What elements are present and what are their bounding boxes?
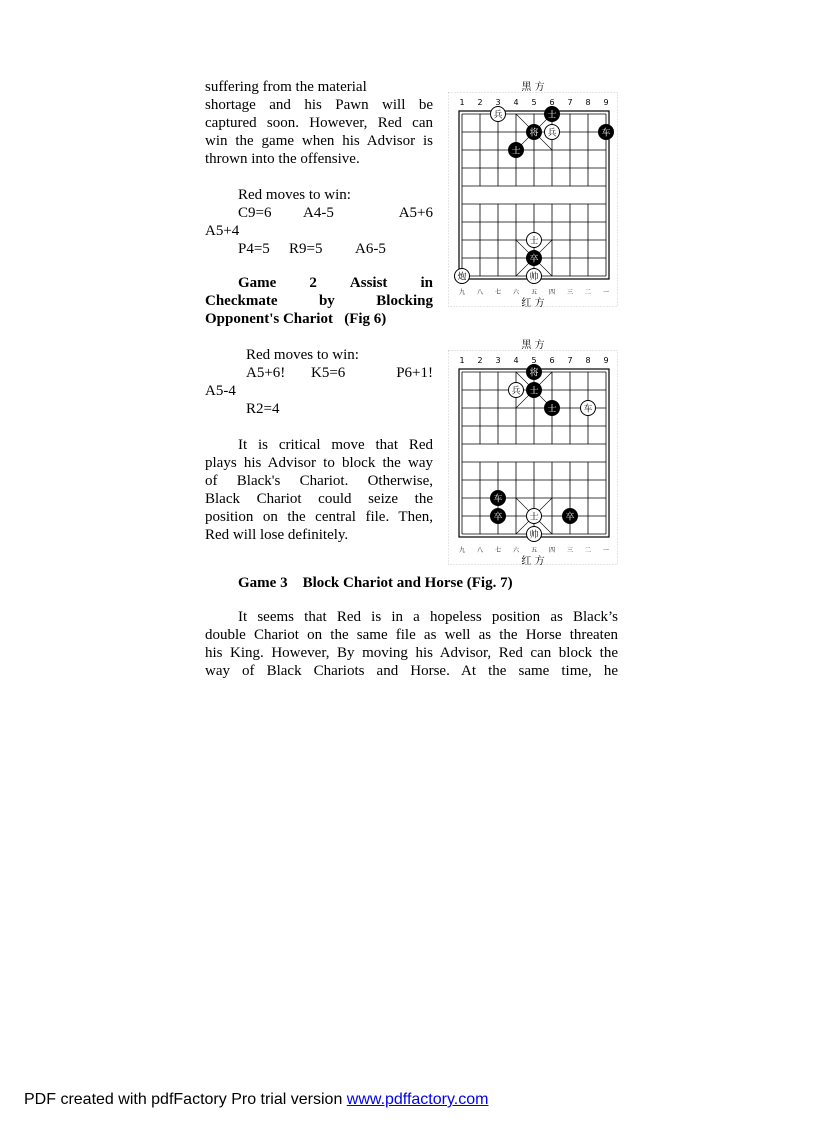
piece-label: 士	[529, 386, 539, 397]
file-number-label: 三	[566, 547, 574, 554]
move: A4-5	[303, 205, 334, 221]
bottom-side-label: 红 方	[521, 298, 545, 308]
game3-section	[205, 574, 618, 680]
left-column	[205, 78, 433, 544]
file-number-label: 8	[585, 98, 591, 107]
piece-label: 卒	[493, 512, 503, 523]
move: A5+4	[205, 223, 240, 239]
file-number-label: 四	[548, 289, 556, 296]
game2-heading: Game 2 Assist in Checkmate by Blocking Opponent's Chariot (Fig 6)	[205, 275, 433, 327]
piece-label: 士	[547, 404, 557, 415]
xiangqi-board-1	[448, 80, 618, 308]
file-number-label: 7	[567, 98, 573, 107]
file-number-label: 三	[566, 289, 574, 296]
moves-block-2	[205, 346, 433, 418]
file-number-label: 4	[513, 98, 519, 107]
file-number-label: 七	[494, 289, 502, 296]
paragraph-material-shortage: suffering from the material shortage and his Pawn will be captured soon. However, Red can win the game when his Advisor is thrown into the offensive.	[205, 79, 433, 167]
file-number-label: 六	[512, 289, 520, 296]
file-number-label: 九	[458, 547, 466, 554]
file-number-label: 八	[476, 547, 484, 554]
file-number-label: 一	[602, 289, 610, 296]
file-number-label: 六	[512, 547, 520, 554]
pdffactory-link[interactable]: www.pdffactory.com	[346, 1091, 489, 1108]
file-number-label: 2	[477, 98, 483, 107]
file-number-label: 五	[530, 547, 538, 554]
piece-label: 士	[529, 512, 539, 523]
piece-label: 车	[601, 128, 611, 139]
piece-label: 卒	[565, 512, 575, 523]
top-side-label: 黑 方	[521, 82, 545, 93]
paragraph-critical-move: It is critical move that Red plays his Advisor to block the way of Black's Chariot. Otherwise, Black Chariot could seize the position on the central file. Then, Red will lose definitely.	[205, 437, 433, 543]
moves-block-1	[205, 186, 433, 258]
move: A5-4	[205, 383, 236, 399]
piece-label: 士	[547, 110, 557, 121]
game3-heading: Game 3 Block Chariot and Horse (Fig. 7)	[238, 575, 513, 591]
file-number-label: 2	[477, 356, 483, 365]
moves-intro: Red moves to win:	[246, 347, 359, 363]
piece-label: 卒	[529, 254, 539, 265]
piece-label: 士	[529, 236, 539, 247]
xiangqi-board-2	[448, 338, 618, 566]
piece-label: 兵	[511, 386, 521, 397]
move: P4=5	[238, 241, 270, 257]
move: P6+1!	[396, 365, 433, 381]
piece-label: 车	[583, 404, 593, 415]
bottom-side-label: 红 方	[521, 556, 545, 566]
file-number-label: 8	[585, 356, 591, 365]
piece-label: 车	[493, 494, 503, 505]
file-number-label: 五	[530, 289, 538, 296]
file-number-label: 3	[495, 98, 501, 107]
move: A6-5	[355, 241, 386, 257]
file-number-label: 6	[549, 356, 555, 365]
file-number-label: 9	[603, 98, 609, 107]
move: R9=5	[289, 241, 323, 257]
piece-label: 兵	[547, 128, 557, 139]
piece-label: 将	[529, 128, 539, 139]
file-number-label: 八	[476, 289, 484, 296]
file-number-label: 5	[531, 356, 537, 365]
file-number-label: 七	[494, 547, 502, 554]
move: A5+6	[398, 205, 433, 221]
file-number-label: 九	[458, 289, 466, 296]
piece-label: 士	[511, 146, 521, 157]
piece-label: 帅	[529, 530, 539, 541]
moves-intro: Red moves to win:	[238, 187, 351, 203]
move: C9=6	[238, 205, 272, 221]
file-number-label: 二	[584, 547, 592, 554]
piece-label: 帅	[529, 272, 539, 283]
file-number-label: 1	[459, 356, 465, 365]
piece-label: 兵	[493, 110, 503, 121]
file-number-label: 5	[531, 98, 537, 107]
top-side-label: 黑 方	[521, 340, 545, 351]
file-number-label: 1	[459, 98, 465, 107]
file-number-label: 7	[567, 356, 573, 365]
move: K5=6	[311, 365, 346, 381]
piece-label: 将	[529, 368, 539, 379]
file-number-label: 4	[513, 356, 519, 365]
xiangqi-board-figure-2	[448, 338, 618, 566]
file-number-label: 一	[602, 547, 610, 554]
move: A5+6!	[246, 365, 286, 381]
game3-paragraph: It seems that Red is in a hopeless position as Black’s double Chariot on the same file as well as the Horse threaten his King. However, By moving his Advisor, Red can block the way of Black Chariots and Horse. At the same time, he	[205, 609, 618, 679]
file-number-label: 二	[584, 289, 592, 296]
xiangqi-board-figure-1	[448, 80, 618, 308]
file-number-label: 3	[495, 356, 501, 365]
pdf-footer: PDF created with pdfFactory Pro trial version www.pdffactory.com	[24, 1091, 489, 1108]
piece-label: 炮	[457, 272, 467, 283]
file-number-label: 6	[549, 98, 555, 107]
file-number-label: 9	[603, 356, 609, 365]
move: R2=4	[246, 401, 280, 417]
file-number-label: 四	[548, 547, 556, 554]
